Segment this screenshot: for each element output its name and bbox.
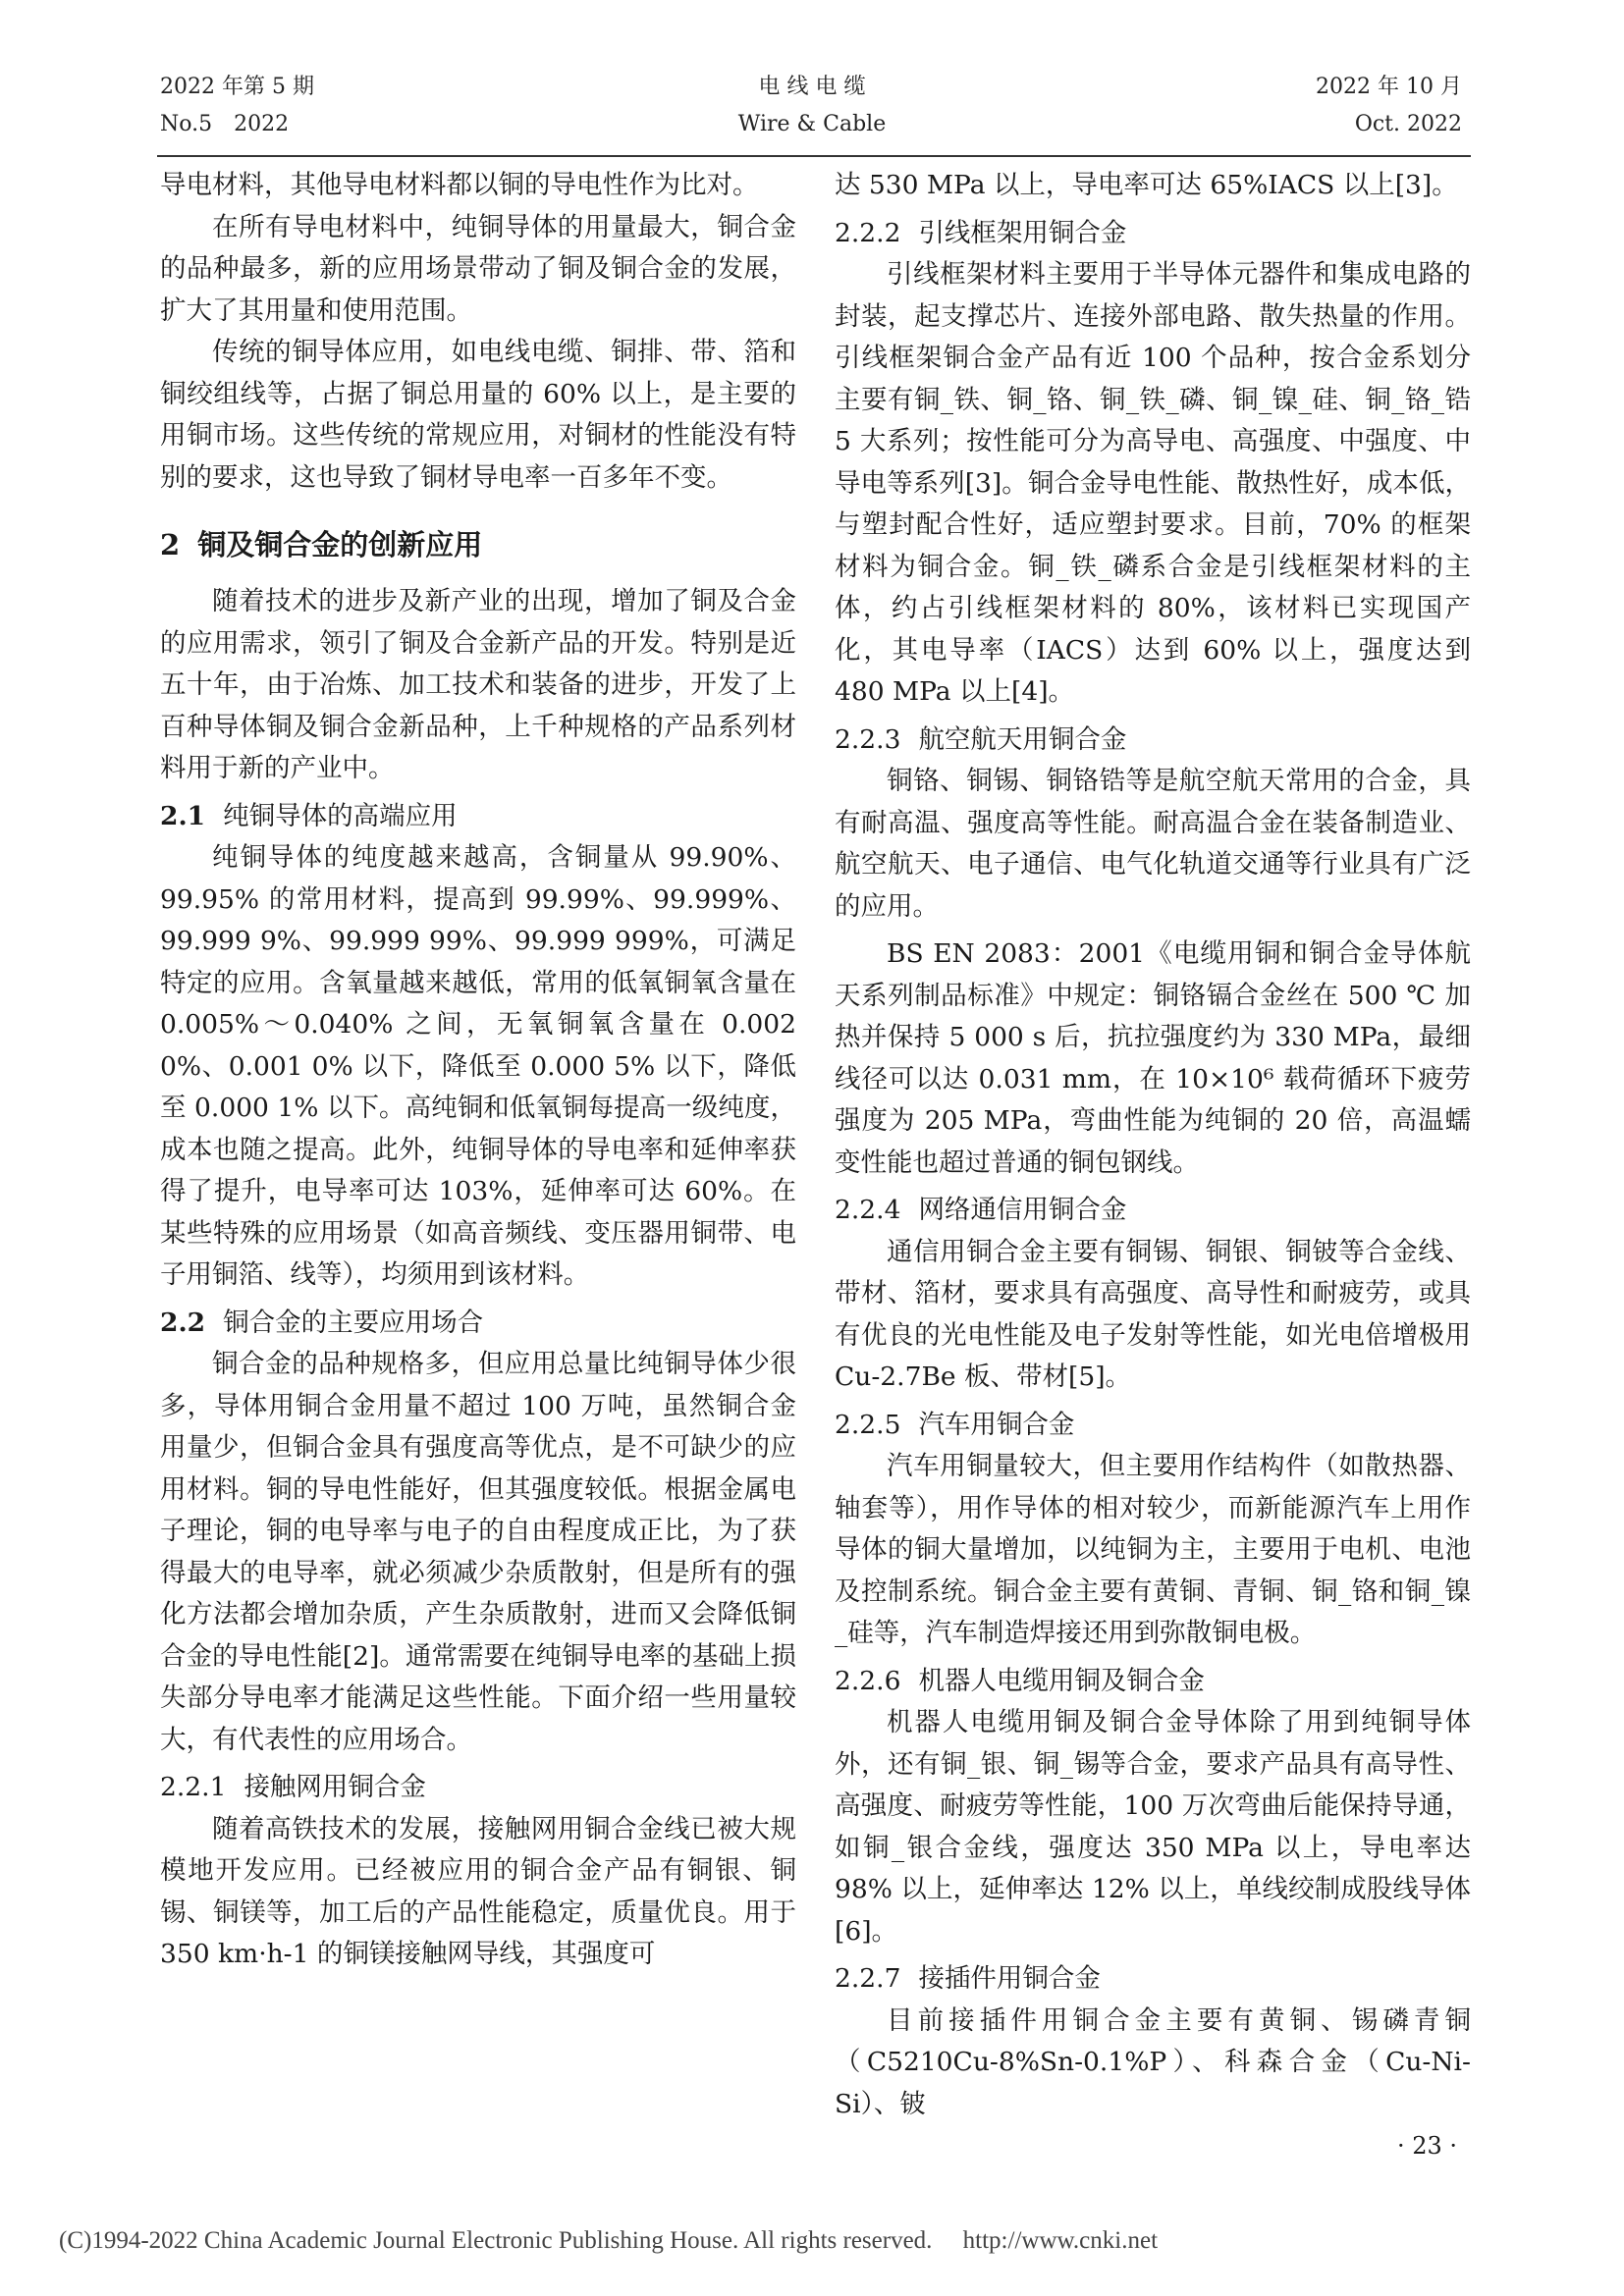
section-number: 2.1	[160, 800, 206, 831]
paragraph: 机器人电缆用铜及铜合金导体除了用到纯铜导体外，还有铜_银、铜_锡等合金，要求产品具有高导性、高强度、耐疲劳等性能，100 万次弯曲后能保持导通，如铜_银合金线，强度达 350 MPa 以上，导电率达 98% 以上，延伸率达 12% 以上，单线绞制成股线导体[6]。	[835, 1707, 1471, 1947]
paragraph: 纯铜导体的纯度越来越高，含铜量从 99.90%、99.95% 的常用材料，提高到 99.99%、99.999%、99.999 9%、99.999 99%、99.999 999%，可满足特定的应用。含氧量越来越低，常用的低氧铜氧含量在 0.005%～0.040% 之间，无氧铜氧含量在 0.002 0%、0.001 0% 以下，降低至 0.000 5% 以下，降低至 0.000 1% 以下。高纯铜和低氧铜每提高一级纯度，成本也随之提高。此外，纯铜导体的导电率和延伸率获得了提升，电导率可达 103%，延伸率可达 60%。在某些特殊的应用场景（如高音频线、变压器用铜带、电子用铜箔、线等），均须用到该材料。	[160, 842, 796, 1290]
section-number: 2.2.2	[835, 217, 901, 248]
header-rule	[157, 155, 1471, 157]
paragraph: 汽车用铜量较大，但主要用作结构件（如散热器、轴套等），用作导体的相对较少，而新能源汽车上用作导体的铜大量增加，以纯铜为主，主要用于电机、电池及控制系统。铜合金主要有黄铜、青铜、铜_铬和铜_镍_硅等，汽车制造焊接还用到弥散铜电极。	[835, 1451, 1471, 1648]
date-cn: 2022 年 10 月	[1316, 75, 1462, 99]
section-title: 网络通信用铜合金	[918, 1195, 1127, 1225]
paragraph: 传统的铜导体应用，如电线电缆、铜排、带、箔和铜绞组线等，占据了铜总用量的 60% 以上，是主要的用铜市场。这些传统的常规应用，对铜材的性能没有特别的要求，这也导致了铜材导电率一百多年不变。	[160, 337, 796, 493]
section-title: 纯铜导体的高端应用	[223, 800, 458, 831]
paragraph: 通信用铜合金主要有铜锡、铜银、铜铍等合金线、带材、箔材，要求具有高强度、高导性和耐疲劳，或具有优良的光电性能及电子发射等性能，如光电倍增极用 Cu-2.7Be 板、带材[5]。	[835, 1236, 1471, 1392]
section-heading-2-2-7	[835, 1958, 1471, 2001]
paragraph: 铜铬、铜锡、铜铬锆等是航空航天常用的合金，具有耐高温、强度高等性能。耐高温合金在装备制造业、航空航天、电子通信、电气化轨道交通等行业具有广泛的应用。	[835, 766, 1471, 922]
page-number: · 23 ·	[1396, 2132, 1457, 2160]
section-title: 接插件用铜合金	[918, 1963, 1101, 1994]
section-title: 引线框架用铜合金	[918, 217, 1127, 248]
left-column	[160, 165, 796, 1976]
issue-en: No.5 2022	[160, 112, 290, 136]
section-heading-2-2-5	[835, 1405, 1471, 1447]
section-number: 2.2	[160, 1307, 206, 1338]
section-number: 2.2.1	[160, 1772, 227, 1802]
right-column	[835, 165, 1471, 2125]
issue-cn: 2022 年第 5 期	[160, 75, 314, 99]
paragraph: 导电材料，其他导电材料都以铜的导电性作为比对。	[160, 170, 759, 200]
section-number: 2.2.7	[835, 1963, 901, 1994]
journal-title-cn: 电 线 电 缆	[758, 75, 866, 99]
copyright-footer: (C)1994-2022 China Academic Journal Electronic Publishing House. All rights reserved. http://www.cnki.net	[59, 2227, 1159, 2254]
section-number: 2.2.4	[835, 1195, 901, 1225]
section-heading-2-2-1	[160, 1767, 796, 1809]
section-title: 航空航天用铜合金	[918, 723, 1127, 755]
section-title: 铜及铜合金的创新应用	[197, 528, 483, 561]
paragraph: 在所有导电材料中，纯铜导体的用量最大，铜合金的品种最多，新的应用场景带动了铜及铜合金的发展，扩大了其用量和使用范围。	[160, 211, 796, 326]
paragraph: 目前接插件用铜合金主要有黄铜、锡磷青铜（C5210Cu-8%Sn-0.1%P）、科森合金（Cu-Ni-Si）、铍	[835, 2004, 1471, 2119]
section-heading-2	[160, 520, 796, 569]
section-heading-2-2	[160, 1303, 796, 1345]
section-heading-2-2-4	[835, 1190, 1471, 1232]
section-title: 汽车用铜合金	[918, 1409, 1075, 1440]
journal-title-en: Wire & Cable	[737, 112, 887, 136]
section-heading-2-2-6	[835, 1661, 1471, 1703]
section-title: 机器人电缆用铜及铜合金	[918, 1665, 1205, 1696]
section-title: 接触网用铜合金	[244, 1772, 426, 1802]
date-en: Oct. 2022	[1354, 112, 1462, 136]
paragraph: 引线框架材料主要用于半导体元器件和集成电路的封装，起支撑芯片、连接外部电路、散失热量的作用。引线框架铜合金产品有近 100 个品种，按合金系划分主要有铜_铁、铜_铬、铜_铁_磷、铜_镍_硅、铜_铬_锆 5 大系列；按性能可分为高导电、高强度、中强度、中导电等系列[3]。铜合金导电性能、散热性好，成本低，与塑封配合性好，适应塑封要求。目前，70% 的框架材料为铜合金。铜_铁_磷系合金是引线框架材料的主体，约占引线框架材料的 80%，该材料已实现国产化，其电导率（IACS）达到 60% 以上，强度达到 480 MPa 以上[4]。	[835, 259, 1471, 707]
section-heading-2-2-2	[835, 213, 1471, 255]
paragraph: BS EN 2083：2001《电缆用铜和铜合金导体航天系列制品标准》中规定：铜铬镉合金丝在 500 ℃ 加热并保持 5 000 s 后，抗拉强度约为 330 MPa，最细线径可以达 0.031 mm，在 10×10⁶ 载荷循环下疲劳强度为 205 MPa，弯曲性能为纯铜的 20 倍，高温蠕变性能也超过普通的铜包钢线。	[835, 938, 1471, 1178]
section-number: 2	[160, 528, 181, 561]
section-heading-2-1	[160, 796, 796, 838]
section-heading-2-2-3	[835, 720, 1471, 762]
paragraph: 达 530 MPa 以上，导电率可达 65%IACS 以上[3]。	[835, 170, 1458, 200]
section-number: 2.2.3	[835, 723, 901, 755]
paragraph: 随着技术的进步及新产业的出现，增加了铜及合金的应用需求，领引了铜及合金新产品的开发。特别是近五十年，由于冶炼、加工技术和装备的进步，开发了上百种导体铜及铜合金新品种，上千种规格的产品系列材料用于新的产业中。	[160, 586, 796, 783]
paragraph: 随着高铁技术的发展，接触网用铜合金线已被大规模地开发应用。已经被应用的铜合金产品有铜银、铜锡、铜镁等，加工后的产品性能稳定，质量优良。用于 350 km·h-1 的铜镁接触网导线，其强度可	[160, 1813, 796, 1969]
running-header-right	[1316, 69, 1462, 143]
paragraph: 铜合金的品种规格多，但应用总量比纯铜导体少很多，导体用铜合金用量不超过 100 万吨，虽然铜合金用量少，但铜合金具有强度高等优点，是不可缺少的应用材料。铜的导电性能好，但其强度较低。根据金属电子理论，铜的电导率与电子的自由程度成正比，为了获得最大的电导率，就必须减少杂质散射，但是所有的强化方法都会增加杂质，产生杂质散射，进而又会降低铜合金的导电性能[2]。通常需要在纯铜导电率的基础上损失部分导电率才能满足这些性能。下面介绍一些用量较大，有代表性的应用场合。	[160, 1349, 796, 1755]
section-number: 2.2.5	[835, 1409, 901, 1440]
section-title: 铜合金的主要应用场合	[223, 1307, 484, 1338]
section-number: 2.2.6	[835, 1665, 901, 1696]
